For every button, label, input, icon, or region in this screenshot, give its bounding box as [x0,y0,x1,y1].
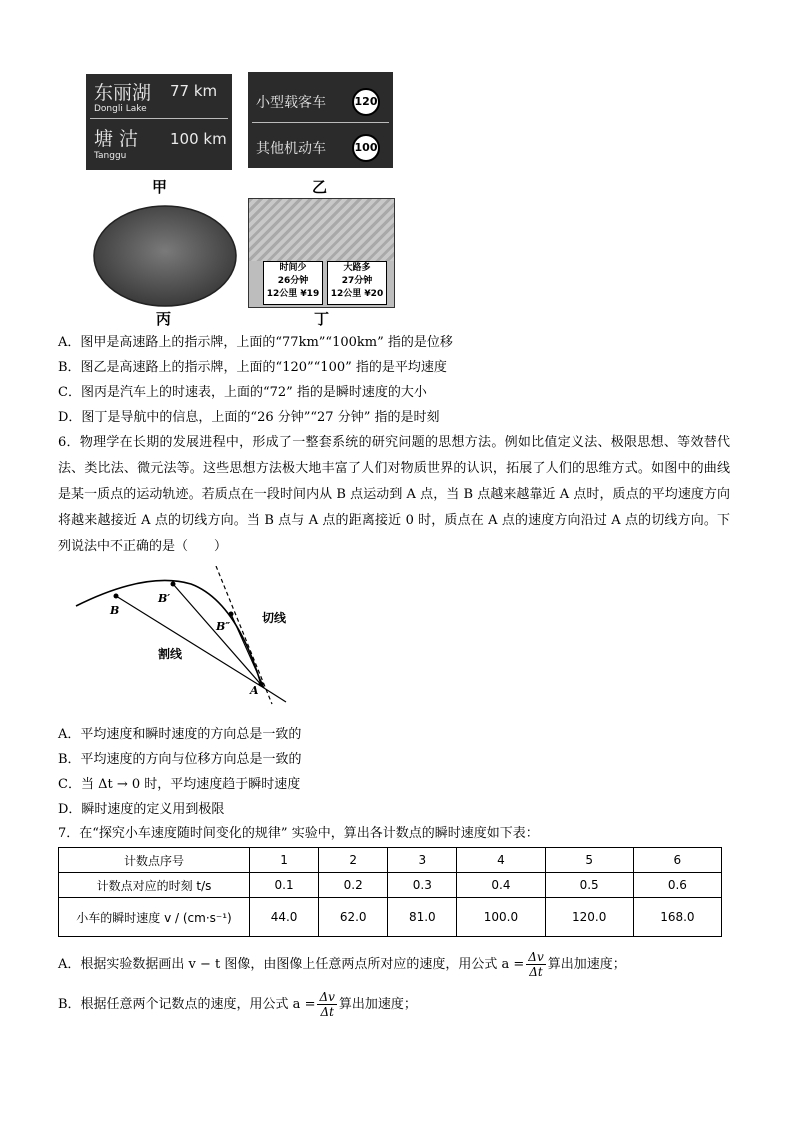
fraction-numerator: Δv [319,990,335,1004]
q7-data-table [58,847,722,937]
ding-option1-cost: 12公里 ¥19 [266,289,320,299]
label-b2: B″ [216,620,231,633]
label-a: A [250,684,259,697]
jia-row1-pinyin: Dongli Lake [94,104,147,114]
q6-option-c: C．当 Δt → 0 时，平均速度趋于瞬时速度 [58,777,301,792]
row-header-time: 计数点对应的时刻 t/s [59,873,250,898]
jia-row1-dist: 77 km [170,82,218,100]
jia-row1-name: 东丽湖 [94,82,152,104]
q7-option-b-text: B．根据任意两个记数点的速度，用公式 a = [58,997,316,1012]
tangent-line [216,566,272,704]
q7-option-b-tail: 算出加速度； [338,997,417,1012]
point-a [259,682,264,687]
figure-ding-caption: 丁 [314,310,330,328]
table-cell: 0.4 [457,873,545,898]
table-cell: 0.5 [545,873,633,898]
figure-yi-sign [248,72,393,168]
yi-limit-100-badge: 100 [352,134,380,162]
jia-row2-dist: 100 km [170,130,227,148]
yi-limit-120-badge: 120 [352,88,380,116]
label-secant: 割线 [158,647,183,661]
q7-option-a-text: A．根据实验数据画出 v − t 图像，由图像上任意两点所对应的速度，用公式 a = [58,957,525,972]
table-cell: 1 [250,848,319,873]
jia-row2-pinyin: Tanggu [94,151,127,161]
q7-option-b [58,990,417,1020]
figure-jia-sign [86,74,232,170]
q7-option-a [58,950,626,980]
row-header-velocity: 小车的瞬时速度 v / (cm·s⁻¹) [59,898,250,937]
q6-option-b: B．平均速度的方向与位移方向总是一致的 [58,752,302,767]
fraction-dv-dt [317,990,336,1019]
ding-option2-cost: 12公里 ¥20 [330,289,384,299]
secant-line-b [116,596,264,688]
q5-option-a: A．图甲是高速路上的指示牌，上面的“77km”“100km” 指的是位移 [58,335,453,350]
figure-bing-caption: 丙 [156,310,172,328]
ding-option2 [327,261,387,305]
fraction-numerator: Δv [528,950,544,964]
ding-map-area [249,199,394,261]
q7-option-a-tail: 算出加速度； [547,957,626,972]
table-cell: 100.0 [457,898,545,937]
label-b1: B′ [158,592,171,605]
q5-option-d: D．图丁是导航中的信息，上面的“26 分钟”“27 分钟” 指的是时刻 [58,410,440,425]
figure-bing-speedometer [92,204,238,308]
point-b [114,594,119,599]
table-cell: 2 [319,848,388,873]
fraction-denominator: Δt [320,1005,334,1019]
ding-option1-title: 时间少 [279,263,307,273]
table-cell: 0.1 [250,873,319,898]
q6-option-d: D．瞬时速度的定义用到极限 [58,802,225,817]
jia-row2-name: 塘 沽 [94,128,139,150]
table-cell: 6 [633,848,721,873]
fraction-denominator: Δt [529,965,543,979]
ding-option2-title: 大路多 [343,263,371,273]
table-cell: 62.0 [319,898,388,937]
label-tangent: 切线 [262,611,287,625]
q6-trajectory-diagram [66,566,306,706]
table-cell: 0.2 [319,873,388,898]
point-b1 [171,582,176,587]
table-cell: 0.6 [633,873,721,898]
figure-ding-panel [248,198,395,308]
q5-option-b: B．图乙是高速路上的指示牌，上面的“120”“100” 指的是平均速度 [58,360,447,375]
fraction-dv-dt [526,950,545,979]
secant-extension [264,688,286,702]
table-cell: 44.0 [250,898,319,937]
secant-line-b2 [231,614,264,688]
table-row [59,898,722,937]
table-cell: 5 [545,848,633,873]
ding-option2-time: 27分钟 [341,276,373,286]
yi-row1-label: 小型载客车 [256,95,326,111]
q6-stem: 6．物理学在长期的发展进程中，形成了一整套系统的研究问题的思想方法。例如比值定义法、极限思想、等效替代法、类比法、微元法等。这些思想方法极大地丰富了人们对物质世界的认识，拓展了人们的思维方式。如图中的曲线是某一质点的运动轨迹。若质点在一段时间内从 B 点运动到 A 点，当 B 点越来越靠近 A 点时，质点的平均速度方向将越来越接近 A 点的切线方向。当 B 点与 A 点的距离接近 0 时，质点在 A 点的速度方向沿过 A 点的切线方向。下列说法中不正确的是（ ） [58,435,730,554]
figure-yi-caption: 乙 [312,178,328,196]
figure-jia-caption: 甲 [152,178,168,196]
secant-line-b1 [173,584,264,688]
yi-row2-label: 其他机动车 [256,141,326,157]
row-header-index: 计数点序号 [59,848,250,873]
ding-option1-time: 26分钟 [277,276,309,286]
label-b: B [110,604,120,617]
table-cell: 4 [457,848,545,873]
table-row [59,873,722,898]
table-cell: 81.0 [388,898,457,937]
q6-option-a: A．平均速度和瞬时速度的方向总是一致的 [58,727,302,742]
table-row [59,848,722,873]
q7-stem: 7．在“探究小车速度随时间变化的规律” 实验中，算出各计数点的瞬时速度如下表： [58,826,539,841]
jia-divider [90,118,228,119]
ding-option1 [263,261,323,305]
point-b2 [229,612,234,617]
q5-option-c: C．图丙是汽车上的时速表，上面的“72” 指的是瞬时速度的大小 [58,385,427,400]
table-cell: 3 [388,848,457,873]
table-cell: 0.3 [388,873,457,898]
yi-divider [252,122,389,123]
table-cell: 168.0 [633,898,721,937]
table-cell: 120.0 [545,898,633,937]
